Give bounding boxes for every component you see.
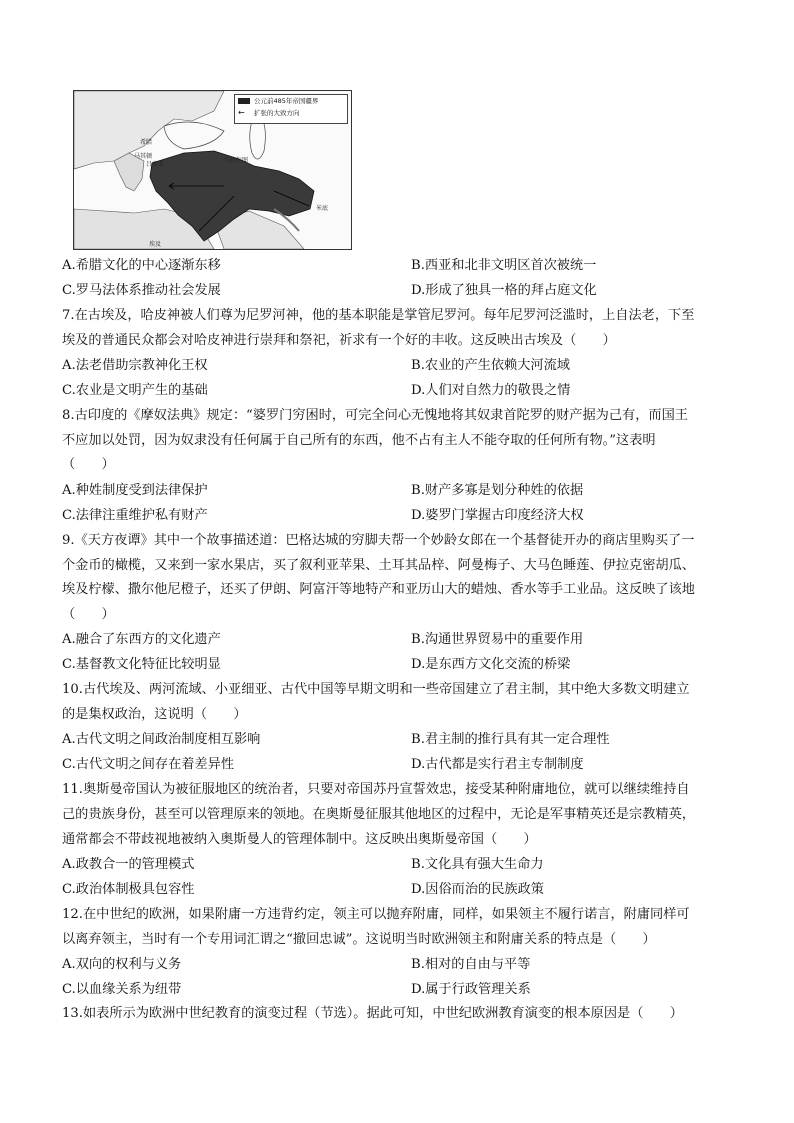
- q9-stem-line: 9.《天方夜谭》其中一个故事描述道：巴格达城的穷脚夫帮一个妙龄女郎在一个基督徒开办的商店里购买了一: [62, 533, 695, 548]
- q8-stem-line: （ ）: [62, 457, 115, 472]
- q7-stem-line: 埃及的普通民众都会对哈皮神进行崇拜和祭祀，祈求有一个好的丰收。这反映出古埃及（ ）: [62, 333, 616, 348]
- q12-option-b[interactable]: B.相对的自由与平等: [411, 957, 531, 972]
- empire-map: [73, 90, 352, 250]
- map-legend: [234, 94, 348, 124]
- q11-option-c[interactable]: C.政治体制极具包容性: [62, 882, 195, 897]
- q6-option-d[interactable]: D.形成了独具一格的拜占庭文化: [411, 283, 597, 298]
- q11-stem-line: 11.奥斯曼帝国认为被征服地区的统治者，只要对帝国苏丹宣誓效忠，接受某种附庸地位，就可以继续维持自: [62, 782, 690, 797]
- q7-option-d[interactable]: D.人们对自然力的敬畏之情: [411, 383, 571, 398]
- q6-option-a[interactable]: A.希腊文化的中心逐渐东移: [62, 258, 221, 273]
- q11-option-a[interactable]: A.政教合一的管理模式: [62, 857, 195, 872]
- q10-option-a[interactable]: A.古代文明之间政治制度相互影响: [62, 732, 261, 747]
- map-label: 埃及: [149, 241, 162, 248]
- q12-option-a[interactable]: A.双向的权利与义务: [62, 957, 182, 972]
- q6-option-c[interactable]: C.罗马法体系推动社会发展: [62, 283, 221, 298]
- arrow-icon: ←: [238, 108, 245, 117]
- map-label: 吕底亚: [146, 161, 165, 168]
- q9-option-d[interactable]: D.是东西方文化交流的桥梁: [411, 657, 571, 672]
- map-label: 马其顿: [134, 153, 153, 160]
- q9-option-c[interactable]: C.基督教文化特征比较明显: [62, 657, 221, 672]
- q7-option-b[interactable]: B.农业的产生依赖大河流域: [411, 358, 570, 373]
- q8-option-a[interactable]: A.种姓制度受到法律保护: [62, 483, 208, 498]
- q12-stem-line: 12.在中世纪的欧洲，如果附庸一方违背约定，领主可以抛弃附庸，同样，如果领主不履行诺言，附庸同样可: [62, 907, 690, 922]
- legend-arrow-label: 扩张的大致方向: [254, 109, 300, 117]
- q8-option-b[interactable]: B.财产多寡是划分种姓的依据: [411, 483, 584, 498]
- q9-option-a[interactable]: A.融合了东西方的文化遗产: [62, 632, 221, 647]
- q6-option-b[interactable]: B.西亚和北非文明区首次被统一: [411, 258, 597, 273]
- q8-option-d[interactable]: D.婆罗门掌握古印度经济大权: [411, 508, 584, 523]
- map-label: 米底: [316, 205, 329, 212]
- q9-option-b[interactable]: B.沟通世界贸易中的重要作用: [411, 632, 584, 647]
- q8-stem-line: 8.古印度的《摩奴法典》规定：“婆罗门穷困时，可完全问心无愧地将其奴隶首陀罗的财产据为己有，而国王: [62, 408, 688, 423]
- q10-option-c[interactable]: C.古代文明之间存在着差异性: [62, 757, 235, 772]
- q9-stem-line: （ ）: [62, 607, 115, 622]
- q8-option-c[interactable]: C.法律注重维护私有财产: [62, 508, 208, 523]
- map-label: 希腊: [140, 139, 153, 146]
- legend-empire-label: 公元前485年帝国疆界: [254, 97, 319, 105]
- q11-stem-line: 通常都会不带歧视地被纳入奥斯曼人的管理体制中。这反映出奥斯曼帝国（ ）: [62, 832, 537, 847]
- q12-stem-line: 以离弃领主，当时有一个专用词汇谓之“撤回忠诚”。这说明当时欧洲领主和附庸关系的特点是（ ）: [62, 932, 656, 947]
- legend-swatch: [238, 98, 250, 104]
- q10-option-d[interactable]: D.古代都是实行君主专制制度: [411, 757, 584, 772]
- q8-stem-line: 不应加以处罚，因为奴隶没有任何属于自己所有的东西，他不占有主人不能夺取的任何所有物。”这表明: [62, 433, 656, 448]
- q12-option-c[interactable]: C.以血缘关系为纽带: [62, 982, 182, 997]
- map-label: 乌拉尔图: [224, 157, 249, 164]
- q7-option-c[interactable]: C.农业是文明产生的基础: [62, 383, 208, 398]
- q12-option-d[interactable]: D.属于行政管理关系: [411, 982, 531, 997]
- q9-stem-line: 埃及柠檬、撒尔他尼橙子，还买了伊朗、阿富汗等地特产和亚历山大的蜡烛、香水等手工业品。这反映了该地: [62, 582, 695, 597]
- q10-option-b[interactable]: B.君主制的推行具有其一定合理性: [411, 732, 610, 747]
- q10-stem-line: 的是集权政治，这说明（ ）: [62, 707, 247, 722]
- q11-stem-line: 己的贵族身份，甚至可以管理原来的领地。在奥斯曼征服其他地区的过程中，无论是军事精英还是宗教精英，: [62, 807, 695, 822]
- q13-stem-line: 13.如表所示为欧洲中世纪教育的演变过程（节选）。据此可知，中世纪欧洲教育演变的根本原因是（ ）: [62, 1006, 683, 1021]
- q11-option-d[interactable]: D.因俗而治的民族政策: [411, 882, 544, 897]
- q11-option-b[interactable]: B.文化具有强大生命力: [411, 857, 544, 872]
- q10-stem-line: 10.古代埃及、两河流域、小亚细亚、古代中国等早期文明和一些帝国建立了君主制，其中绝大多数文明建立: [62, 682, 690, 697]
- q7-option-a[interactable]: A.法老借助宗教神化王权: [62, 358, 208, 373]
- q7-stem-line: 7.在古埃及，哈皮神被人们尊为尼罗河神，他的基本职能是掌管尼罗河。每年尼罗河泛滥时，上自法老，下至: [62, 308, 695, 323]
- q9-stem-line: 个金币的橄榄，又来到一家水果店，买了叙利亚苹果、土耳其品梓、阿曼梅子、大马色睡莲、伊拉克密胡瓜、: [62, 558, 695, 573]
